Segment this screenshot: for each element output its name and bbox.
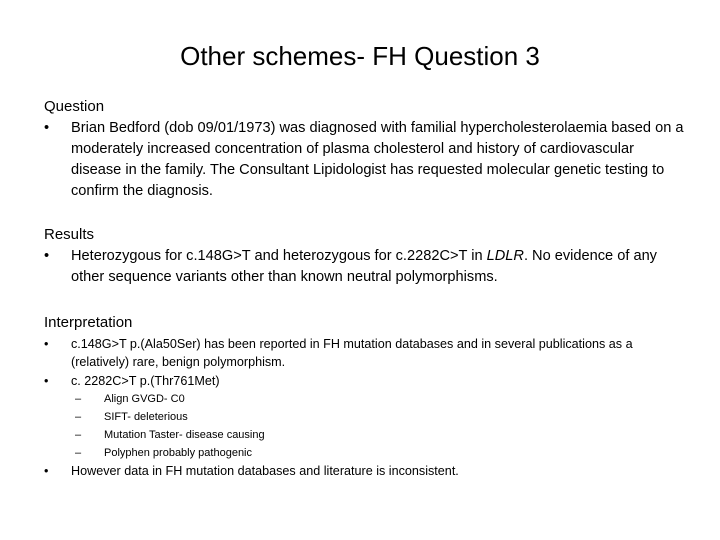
bullet-marker: • [44, 374, 49, 388]
sub-item-text: SIFT- deleterious [104, 411, 188, 423]
interpretation-item-text: c. 2282C>T p.(Thr761Met) [71, 374, 220, 388]
sub-item [75, 408, 635, 426]
dash-marker: – [75, 447, 82, 459]
interpretation-item-text: However data in FH mutation databases and literature is inconsistent. [71, 464, 459, 478]
results-text-start: Heterozygous for c.148G>T and heterozygous for c.2282C>T in [71, 248, 487, 264]
interpretation-heading: Interpretation [44, 314, 133, 331]
sub-item [75, 390, 635, 408]
interpretation-item [44, 335, 684, 371]
sub-item-text: Align GVGD- C0 [104, 393, 185, 405]
bullet-marker: • [44, 464, 49, 478]
sub-item-text: Polyphen probably pathogenic [104, 447, 253, 459]
results-bullet [44, 246, 684, 288]
sub-item [75, 444, 635, 462]
question-heading: Question [44, 98, 105, 115]
question-bullet [44, 118, 684, 202]
sub-item [75, 426, 635, 444]
interpretation-item [44, 462, 684, 480]
slide-title: Other schemes- FH Question 3 [180, 41, 540, 71]
dash-marker: – [75, 429, 82, 441]
dash-marker: – [75, 393, 82, 405]
dash-marker: – [75, 411, 82, 423]
interpretation-item [44, 372, 684, 390]
gene-name: LDLR [486, 248, 524, 264]
bullet-marker: • [44, 248, 50, 264]
results-text-end: . No evidence of any other sequence variants other than known neutral polymorphisms. [71, 248, 657, 285]
interpretation-item-text: c.148G>T p.(Ala50Ser) has been reported in FH mutation databases and in several publications as a (relatively) rare, benign polymorphism. [71, 337, 633, 369]
question-text: Brian Bedford (dob 09/01/1973) was diagnosed with familial hypercholesterolaemia based on a moderately increased concentration of plasma cholesterol and history of cardiovascular disease in the family. The Consultant Lipidologist has requested molecular genetic testing to confirm the diagnosis. [71, 120, 684, 199]
results-text [71, 246, 684, 288]
bullet-marker: • [44, 337, 49, 351]
results-heading: Results [44, 226, 95, 243]
bullet-marker: • [44, 120, 50, 136]
sub-item-text: Mutation Taster- disease causing [104, 429, 265, 441]
